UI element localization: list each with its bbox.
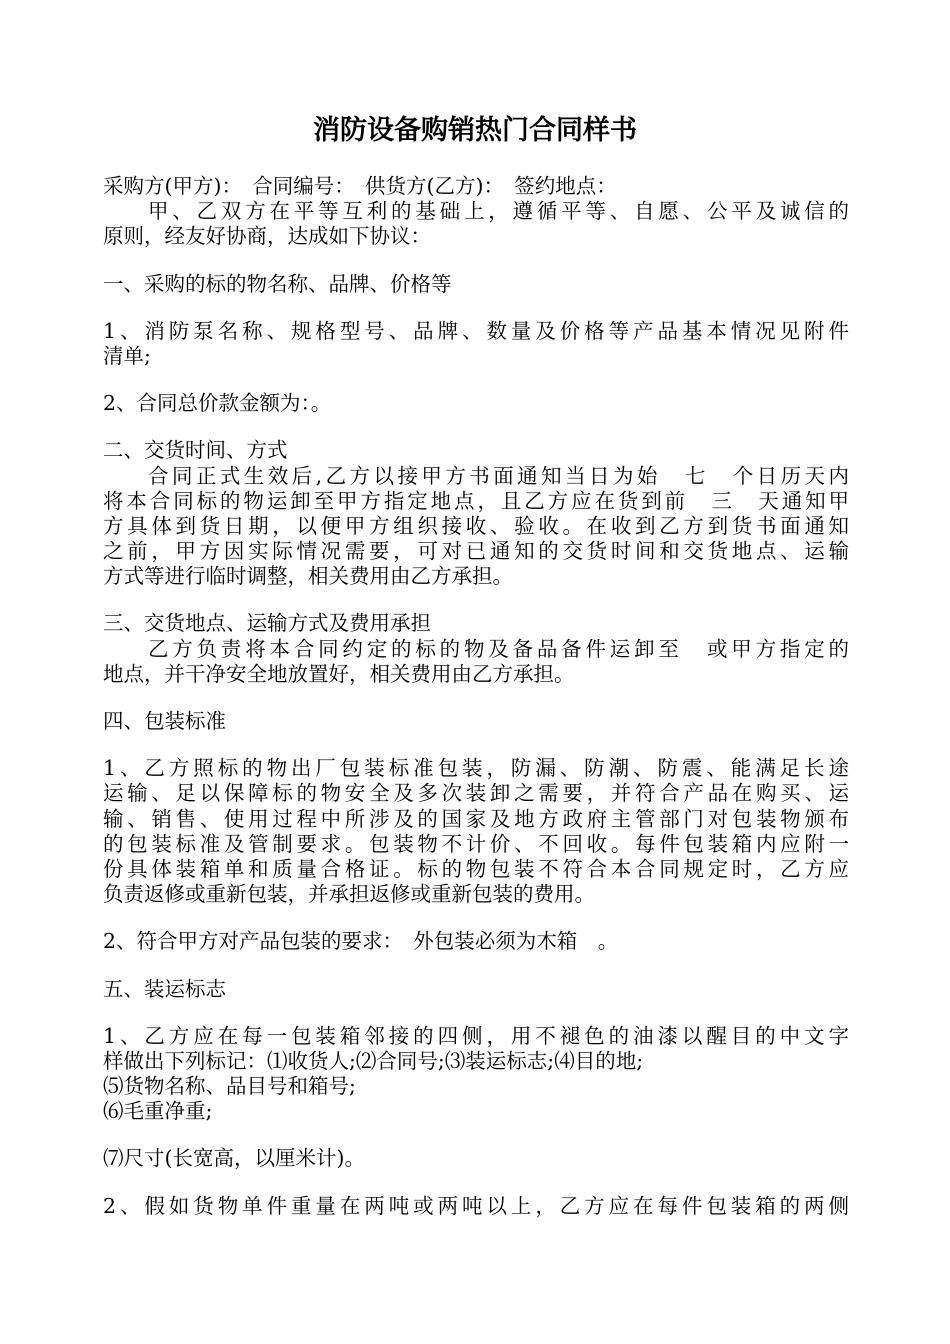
section-heading: 一、采购的标的物名称、品牌、价格等: [103, 271, 452, 296]
paragraph-line: 乙方负责将本合同约定的标的物及备品备件运卸至 或甲方指定的: [148, 636, 849, 661]
section-heading: 三、交货地点、运输方式及费用承担: [103, 611, 431, 636]
paragraph-line: 份具体装箱单和质量合格证。标的物包装不符合本合同规定时，乙方应: [103, 856, 849, 881]
document-title: 消防设备购销热门合同样书: [313, 115, 637, 146]
paragraph-line: 负责返修或重新包装，并承担返修或重新包装的费用。: [103, 882, 595, 907]
paragraph-line: ⑹毛重净重;: [103, 1099, 213, 1124]
paragraph-line: ⑺尺寸(长宽高，以厘米计)。: [103, 1146, 365, 1171]
paragraph-line: 1、消防泵名称、规格型号、品牌、数量及价格等产品基本情况见附件: [103, 318, 849, 343]
paragraph-line: 之前，甲方因实际情况需要，可对已通知的交货时间和交货地点、运输: [103, 539, 849, 564]
paragraph-line: 运输、足以保障标的物安全及多次装卸之需要，并符合产品在购买、运: [103, 781, 849, 806]
paragraph-line: 2、合同总价款金额为：。: [103, 391, 332, 416]
paragraph-line: 方式等进行临时调整，相关费用由乙方承担。: [103, 564, 513, 589]
paragraph-line: 的包装标准及管制要求。包装物不计价、不回收。每件包装箱内应附一: [103, 831, 849, 856]
paragraph-line: 2、符合甲方对产品包装的要求： 外包装必须为木箱 。: [103, 929, 619, 954]
section-heading: 四、包装标准: [103, 709, 226, 733]
paragraph-line: 清单;: [103, 343, 151, 368]
section-heading: 五、装运标志: [103, 976, 226, 1001]
paragraph-line: 将本合同标的物运卸至甲方指定地点，且乙方应在货到前 三 天通知甲: [103, 488, 849, 513]
paragraph-line: 输、销售、使用过程中所涉及的国家及地方政府主管部门对包装物颁布: [103, 806, 849, 831]
paragraph-line: ⑸货物名称、品目号和箱号;: [103, 1074, 356, 1099]
document-body: [103, 174, 849, 1219]
paragraph-line: 1、乙方应在每一包装箱邻接的四侧，用不褪色的油漆以醒目的中文字: [103, 1023, 849, 1048]
section-heading: 二、交货时间、方式: [103, 438, 288, 463]
intro-line: 原则，经友好协商，达成如下协议：: [103, 224, 431, 249]
paragraph-line: 合同正式生效后,乙方以接甲方书面通知当日为始 七 个日历天内: [148, 463, 849, 488]
intro-line: 甲、乙双方在平等互利的基础上，遵循平等、自愿、公平及诚信的: [148, 199, 849, 224]
paragraph-line: 1、乙方照标的物出厂包装标准包装，防漏、防潮、防震、能满足长途: [103, 756, 849, 781]
parties-line: 采购方(甲方)： 合同编号： 供货方(乙方)： 签约地点：: [103, 174, 617, 198]
paragraph-line: 地点，并干净安全地放置好，相关费用由乙方承担。: [103, 661, 575, 686]
paragraph-line: 方具体到货日期，以便甲方组织接收、验收。在收到乙方到货书面通知: [103, 513, 849, 538]
paragraph-line: 样做出下列标记：⑴收货人;⑵合同号;⑶装运标志;⑷目的地;: [103, 1048, 644, 1073]
paragraph-line: 2、假如货物单件重量在两吨或两吨以上，乙方应在每件包装箱的两侧: [103, 1193, 849, 1218]
